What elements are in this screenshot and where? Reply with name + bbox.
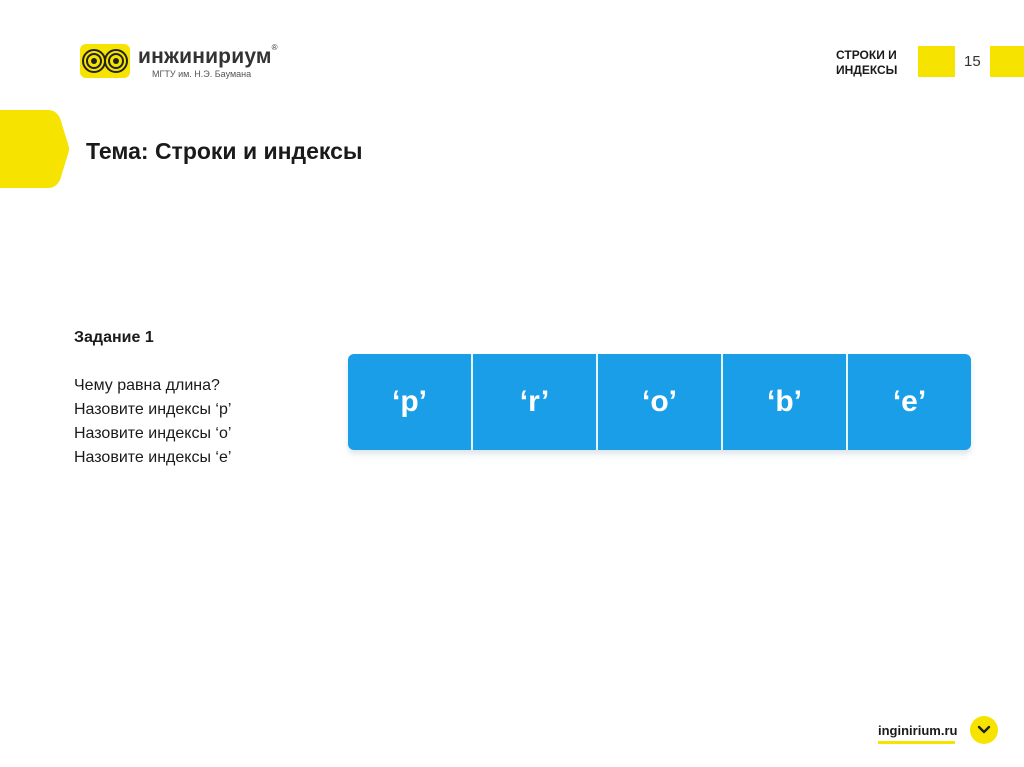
char-cell: ‘r’ bbox=[473, 354, 598, 450]
page-number: 15 bbox=[964, 53, 981, 70]
owl-logo-icon bbox=[80, 44, 130, 78]
task-question: Назовите индексы ‘e’ bbox=[74, 449, 232, 466]
task-question: Чему равна длина? bbox=[74, 377, 220, 394]
logo-registered-mark: ® bbox=[271, 43, 278, 52]
chevron-down-icon bbox=[977, 725, 991, 735]
task-heading: Задание 1 bbox=[74, 329, 154, 346]
section-accent-block bbox=[918, 46, 955, 77]
task-block bbox=[74, 326, 231, 470]
char-cell: ‘o’ bbox=[598, 354, 723, 450]
footer-link-underline bbox=[878, 741, 955, 744]
logo-subtitle: МГТУ им. Н.Э. Баумана bbox=[152, 69, 252, 79]
scroll-down-button[interactable] bbox=[970, 716, 998, 744]
task-question: Назовите индексы ‘o’ bbox=[74, 425, 232, 442]
corner-accent-block bbox=[990, 46, 1024, 77]
title-arrow-icon bbox=[0, 110, 70, 188]
char-cell: ‘e’ bbox=[892, 385, 927, 418]
char-cell: ‘b’ bbox=[723, 354, 848, 450]
task-question: Назовите индексы ‘p’ bbox=[74, 401, 232, 418]
section-label: СТРОКИ И ИНДЕКСЫ bbox=[836, 48, 898, 77]
page-title: Тема: Строки и индексы bbox=[86, 138, 363, 164]
footer-site-link[interactable]: inginirium.ru bbox=[878, 723, 958, 738]
string-char-table bbox=[348, 354, 971, 450]
char-cell: ‘p’ bbox=[348, 354, 473, 450]
logo-name: инжинириум bbox=[138, 45, 272, 68]
